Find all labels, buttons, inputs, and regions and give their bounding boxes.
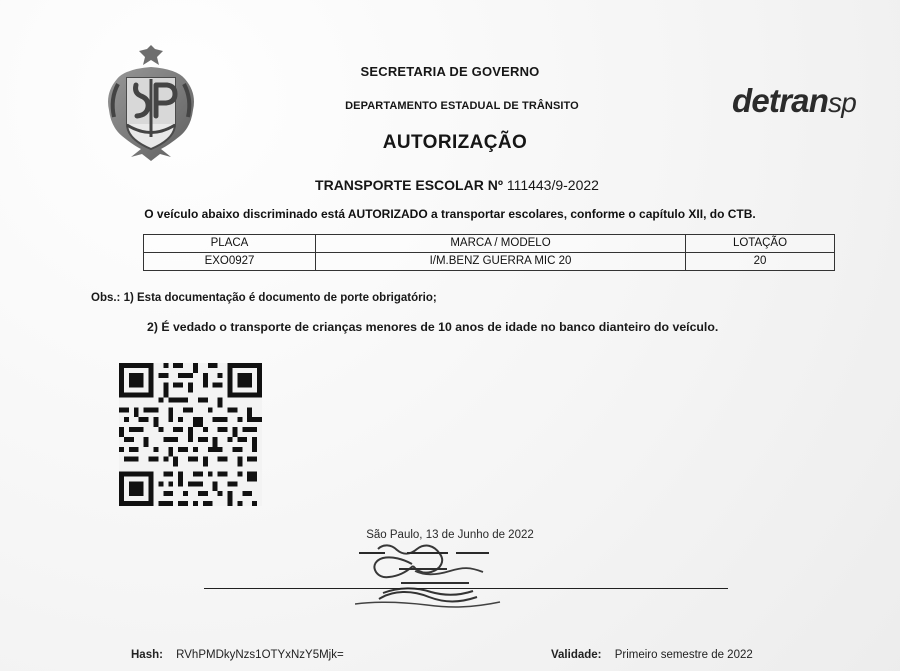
document-label: TRANSPORTE ESCOLAR Nº (315, 177, 503, 193)
secretary-title: SECRETARIA DE GOVERNO (360, 64, 540, 79)
detran-logo (732, 82, 856, 120)
document-number-line (7, 177, 900, 193)
plate-cell: EXO0927 (144, 253, 316, 270)
validity-value: Primeiro semestre de 2022 (614, 649, 753, 661)
brand-name: detran (732, 82, 829, 119)
make-model-cell: I/M.BENZ GUERRA MIC 20 (316, 253, 686, 270)
document-number: 111443/9-2022 (506, 177, 599, 193)
hash-label: Hash: (131, 649, 163, 661)
hash-field (131, 649, 344, 661)
vehicle-table (143, 234, 835, 271)
table-header-row (144, 235, 834, 252)
hash-value: RVhPMDkyNzs1OTYxNzY5Mjk= (176, 649, 344, 661)
make-model-header: MARCA / MODELO (316, 235, 686, 252)
observation-2: 2) É vedado o transporte de crianças menores de 10 anos de idade no banco dianteiro do veículo. (147, 320, 719, 334)
signature-place-date: São Paulo, 13 de Junho de 2022 (366, 529, 534, 541)
observation-1: Obs.: 1) Esta documentação é documento de porte obrigatório; (91, 292, 437, 304)
validity-field (551, 649, 753, 661)
qr-code-icon (118, 363, 263, 506)
table-row (144, 252, 834, 270)
authorization-statement: O veículo abaixo discriminado está AUTORIZADO a transportar escolares, conforme o capítulo XII, do CTB. (144, 207, 756, 221)
authorization-title: AUTORIZAÇÃO (382, 132, 528, 153)
brand-suffix: sp (828, 87, 857, 118)
validity-label: Validade: (551, 649, 602, 661)
department-title: DEPARTAMENTO ESTADUAL DE TRÂNSITO (345, 100, 579, 112)
capacity-header: LOTAÇÃO (732, 237, 788, 249)
plate-header: PLACA (144, 235, 316, 252)
capacity-cell: 20 (753, 255, 767, 267)
signature-line (204, 588, 728, 589)
signature-icon (355, 541, 515, 609)
